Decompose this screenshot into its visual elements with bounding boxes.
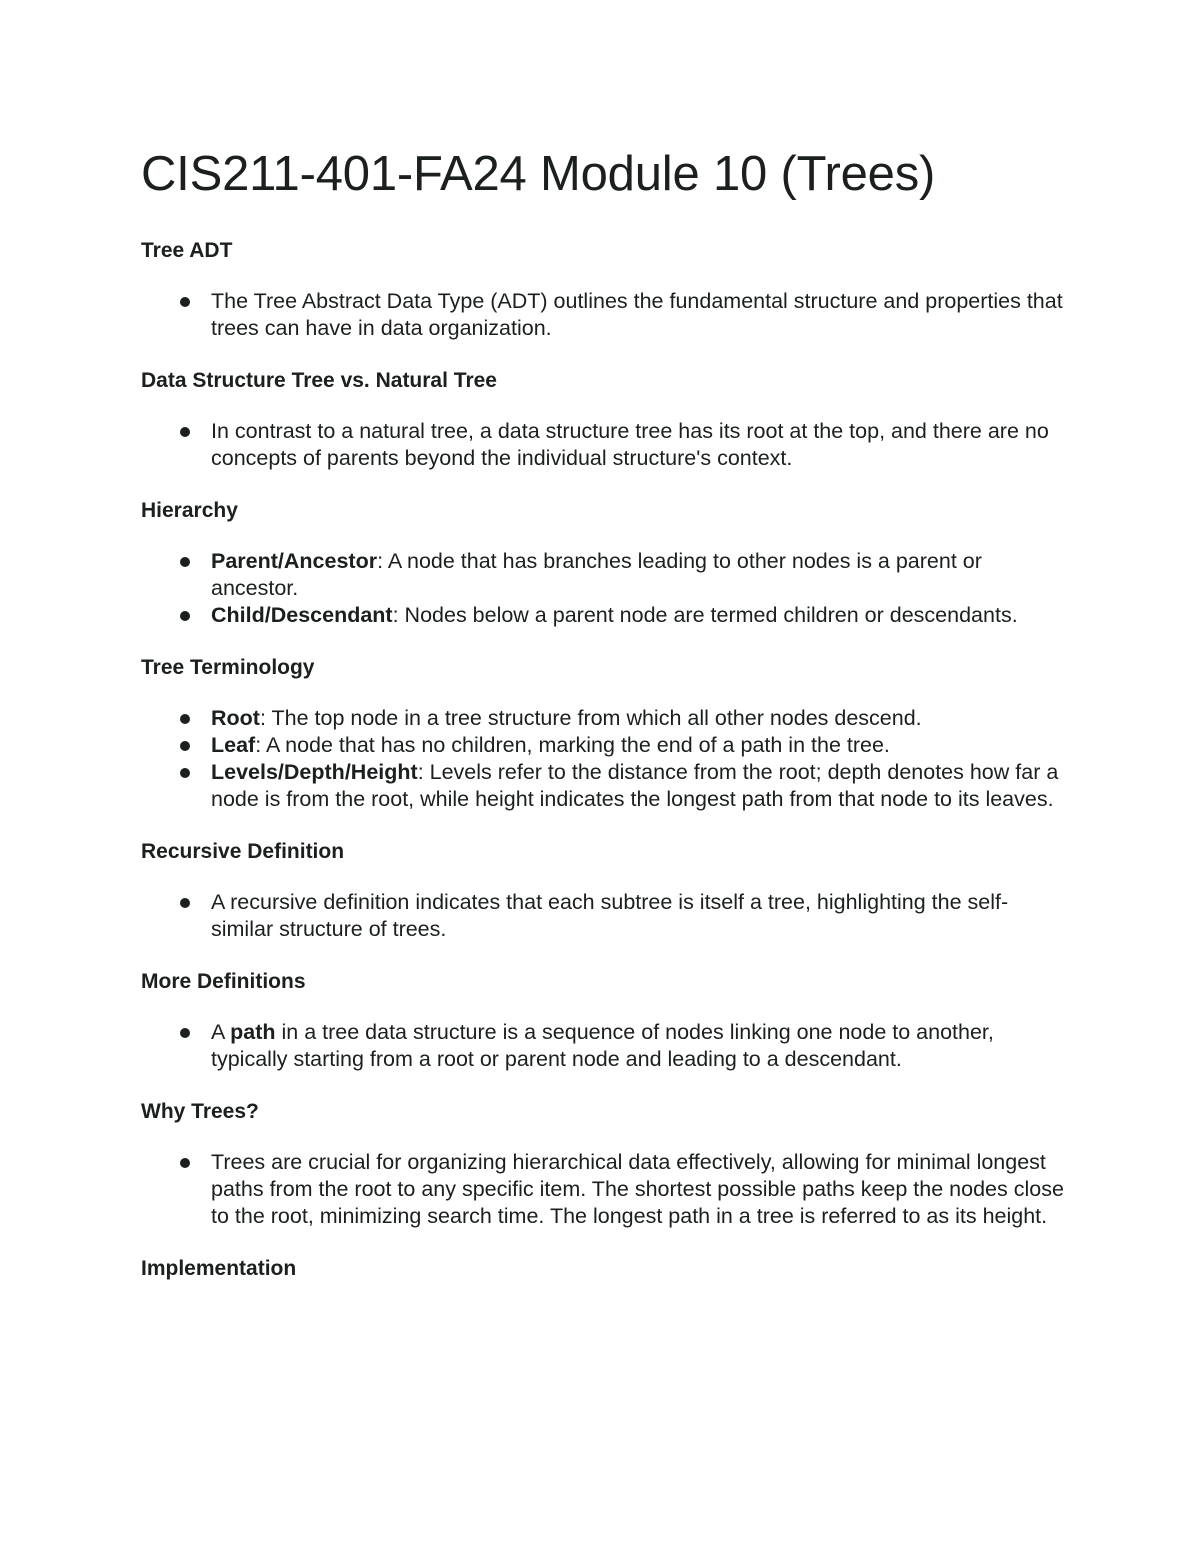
bullet-icon bbox=[180, 1158, 190, 1168]
item-text: : A node that has branches leading to other nodes is a parent or ancestor. bbox=[211, 549, 982, 600]
list-item bbox=[211, 1019, 1070, 1073]
section-recursive-definition bbox=[141, 838, 1070, 943]
item-text: The Tree Abstract Data Type (ADT) outlines the fundamental structure and properties that trees can have in data organization. bbox=[211, 289, 1063, 340]
bullet-icon bbox=[180, 714, 190, 724]
bullet-icon bbox=[180, 741, 190, 751]
list-item bbox=[211, 288, 1070, 342]
bullet-icon bbox=[180, 557, 190, 567]
item-term: Parent/Ancestor bbox=[211, 549, 378, 573]
item-term: Leaf bbox=[211, 733, 256, 757]
item-term: Levels/Depth/Height bbox=[211, 760, 418, 784]
list-item bbox=[211, 705, 1070, 732]
section-heading: Hierarchy bbox=[141, 499, 238, 522]
section-heading: Implementation bbox=[141, 1257, 297, 1280]
section-why-trees bbox=[141, 1098, 1070, 1230]
section-heading: More Definitions bbox=[141, 970, 306, 993]
bullet-list bbox=[141, 288, 1070, 342]
bullet-list bbox=[141, 1149, 1070, 1230]
section-tree-terminology bbox=[141, 654, 1070, 813]
section-heading: Tree ADT bbox=[141, 239, 233, 262]
item-term: path bbox=[230, 1020, 276, 1044]
section-tree-adt bbox=[141, 237, 1070, 342]
bullet-icon bbox=[180, 297, 190, 307]
section-heading: Recursive Definition bbox=[141, 840, 345, 863]
bullet-icon bbox=[180, 427, 190, 437]
bullet-list bbox=[141, 1019, 1070, 1073]
section-hierarchy bbox=[141, 497, 1070, 629]
item-text: A recursive definition indicates that each subtree is itself a tree, highlighting the self-similar structure of trees. bbox=[211, 890, 1009, 941]
section-implementation bbox=[141, 1255, 1070, 1282]
section-heading: Data Structure Tree vs. Natural Tree bbox=[141, 369, 497, 392]
item-text: : Levels refer to the distance from the root; depth denotes how far a node is from the root, while height indicates the longest path from that node to its leaves. bbox=[211, 760, 1059, 811]
item-text: : Nodes below a parent node are termed children or descendants. bbox=[392, 603, 1018, 627]
list-item bbox=[211, 418, 1070, 472]
document-body bbox=[141, 237, 1070, 1282]
list-item bbox=[211, 602, 1070, 629]
item-text: In contrast to a natural tree, a data structure tree has its root at the top, and there are no concepts of parents beyond the individual structure's context. bbox=[211, 419, 1049, 470]
item-text: : A node that has no children, marking the end of a path in the tree. bbox=[255, 733, 890, 757]
list-item bbox=[211, 1149, 1070, 1230]
section-data-structure-tree-vs-natural-tree bbox=[141, 367, 1070, 472]
bullet-list bbox=[141, 548, 1070, 629]
item-term: Root bbox=[211, 706, 260, 730]
bullet-list bbox=[141, 418, 1070, 472]
bullet-list bbox=[141, 705, 1070, 813]
item-term: Child/Descendant bbox=[211, 603, 393, 627]
section-heading: Why Trees? bbox=[141, 1100, 259, 1123]
bullet-list bbox=[141, 889, 1070, 943]
list-item bbox=[211, 759, 1070, 813]
bullet-icon bbox=[180, 898, 190, 908]
bullet-icon bbox=[180, 1028, 190, 1038]
item-text: : The top node in a tree structure from which all other nodes descend. bbox=[259, 706, 922, 730]
item-text: in a tree data structure is a sequence of nodes linking one node to another, typically starting from a root or parent node and leading to a descendant. bbox=[211, 1020, 994, 1071]
document-title: CIS211-401-FA24 Module 10 (Trees) bbox=[141, 147, 936, 201]
list-item bbox=[211, 732, 1070, 759]
bullet-icon bbox=[180, 768, 190, 778]
item-text: Trees are crucial for organizing hierarchical data effectively, allowing for minimal longest paths from the root to any specific item. The shortest possible paths keep the nodes close to the root, minimizing search time. The longest path in a tree is referred to as its height. bbox=[211, 1150, 1064, 1228]
list-item bbox=[211, 889, 1070, 943]
section-heading: Tree Terminology bbox=[141, 656, 315, 679]
list-item bbox=[211, 548, 1070, 602]
item-prefix: A bbox=[211, 1020, 231, 1044]
section-more-definitions bbox=[141, 968, 1070, 1073]
bullet-icon bbox=[180, 611, 190, 621]
